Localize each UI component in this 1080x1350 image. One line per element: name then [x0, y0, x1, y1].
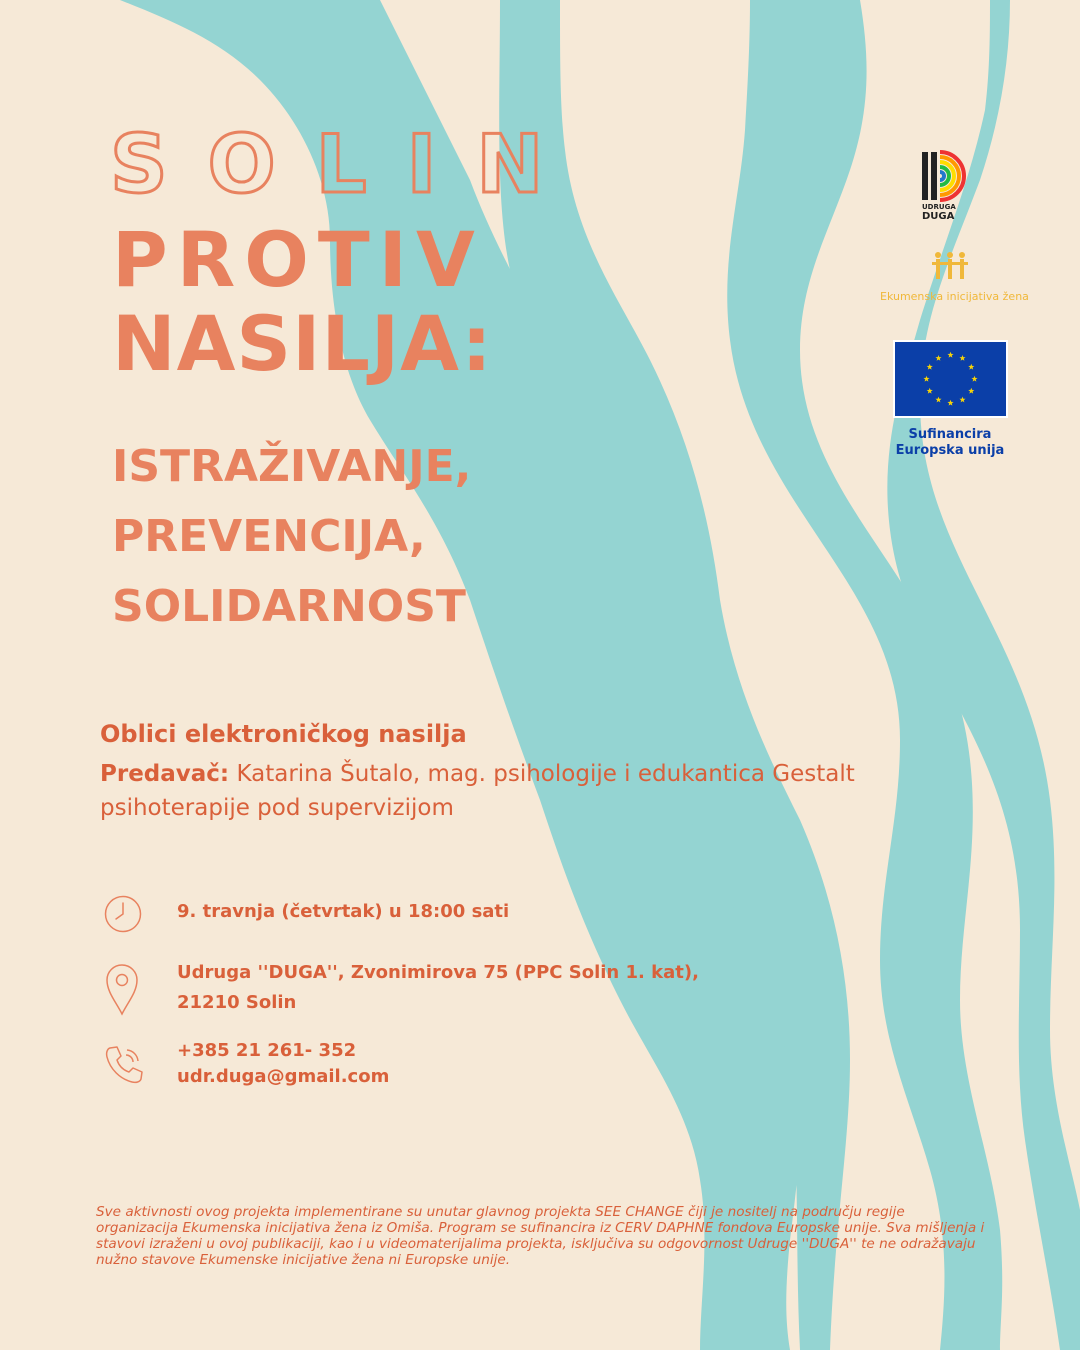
address-line2: 21210 Solin [177, 992, 297, 1013]
eu-label-line2: Europska unija [895, 443, 1005, 458]
eiz-label: Ekumenska inicijativa žena [880, 290, 1029, 303]
eu-stars-icon [895, 342, 1006, 416]
eu-star-icon [959, 355, 965, 361]
eu-star-icon [968, 364, 974, 370]
event-datetime: 9. travnja (četvrtak) u 18:00 sati [177, 901, 510, 922]
duga-logo [900, 150, 980, 225]
eu-star-icon [971, 376, 977, 382]
eu-label-line1: Sufinancira [908, 427, 992, 442]
contact-email[interactable]: udr.duga@gmail.com [177, 1066, 390, 1087]
speaker-name-line2: psihoterapije pod supervizijom [100, 795, 454, 821]
eu-cofunded-label [880, 427, 1020, 459]
title-nasilja: NASILJA: [112, 299, 493, 388]
eu-star-icon [959, 397, 965, 403]
contact-phone[interactable]: +385 21 261- 352 [177, 1040, 357, 1061]
subtitle-prevencija: PREVENCIJA, [112, 511, 426, 562]
title-protiv: PROTIV [112, 215, 484, 304]
disclaimer-footer: Sve aktivnosti ovog projekta implementirane su unutar glavnog projekta SEE CHANGE čiji je nositelj na području regije organizacija Ekumenska inicijativa žena iz Omiša. Program se sufinancira iz CERV DAPHNE fondova Europske unije. Sva mišljenja i stavovi izraženi u ovoj publikaciji, kao i u videomaterijalima projekta, isključiva su odgovornost Udruge ''DUGA'' te ne odražavaju nužno stavove Ekumenske inicijative žena ni Europske unije. [96, 1204, 985, 1268]
eu-star-icon [947, 400, 953, 406]
eiz-logo [880, 250, 1029, 303]
clock-icon [103, 894, 143, 934]
subtitle-solidarnost: SOLIDARNOST [112, 581, 466, 632]
event-address [177, 958, 699, 1018]
talk-title: Oblici elektroničkog nasilja [100, 720, 467, 748]
eu-star-icon [968, 388, 974, 394]
speaker-label: Predavač: [100, 761, 230, 787]
eu-star-icon [935, 397, 941, 403]
subtitle-istrazivanje: ISTRAŽIVANJE, [112, 441, 472, 492]
title-solin: SOLIN [110, 118, 584, 211]
phone-icon [102, 1042, 146, 1086]
duga-label-small: UDRUGA [922, 203, 956, 211]
eu-star-icon [923, 376, 929, 382]
address-line1: Udruga ''DUGA'', Zvonimirova 75 (PPC Solin 1. kat), [177, 962, 699, 983]
eu-star-icon [927, 388, 933, 394]
duga-label: DUGA [922, 211, 955, 222]
event-contact [177, 1038, 389, 1090]
eu-star-icon [927, 364, 933, 370]
eu-star-icon [935, 355, 941, 361]
duga-emblem-icon [900, 150, 980, 202]
eu-flag [893, 340, 1008, 418]
eu-star-icon [947, 352, 953, 358]
speaker-name-line1: Katarina Šutalo, mag. psihologije i edukantica Gestalt [229, 761, 855, 787]
eiz-figures-icon [930, 250, 970, 282]
talk-speaker [100, 757, 890, 825]
location-pin-icon [104, 962, 140, 1016]
